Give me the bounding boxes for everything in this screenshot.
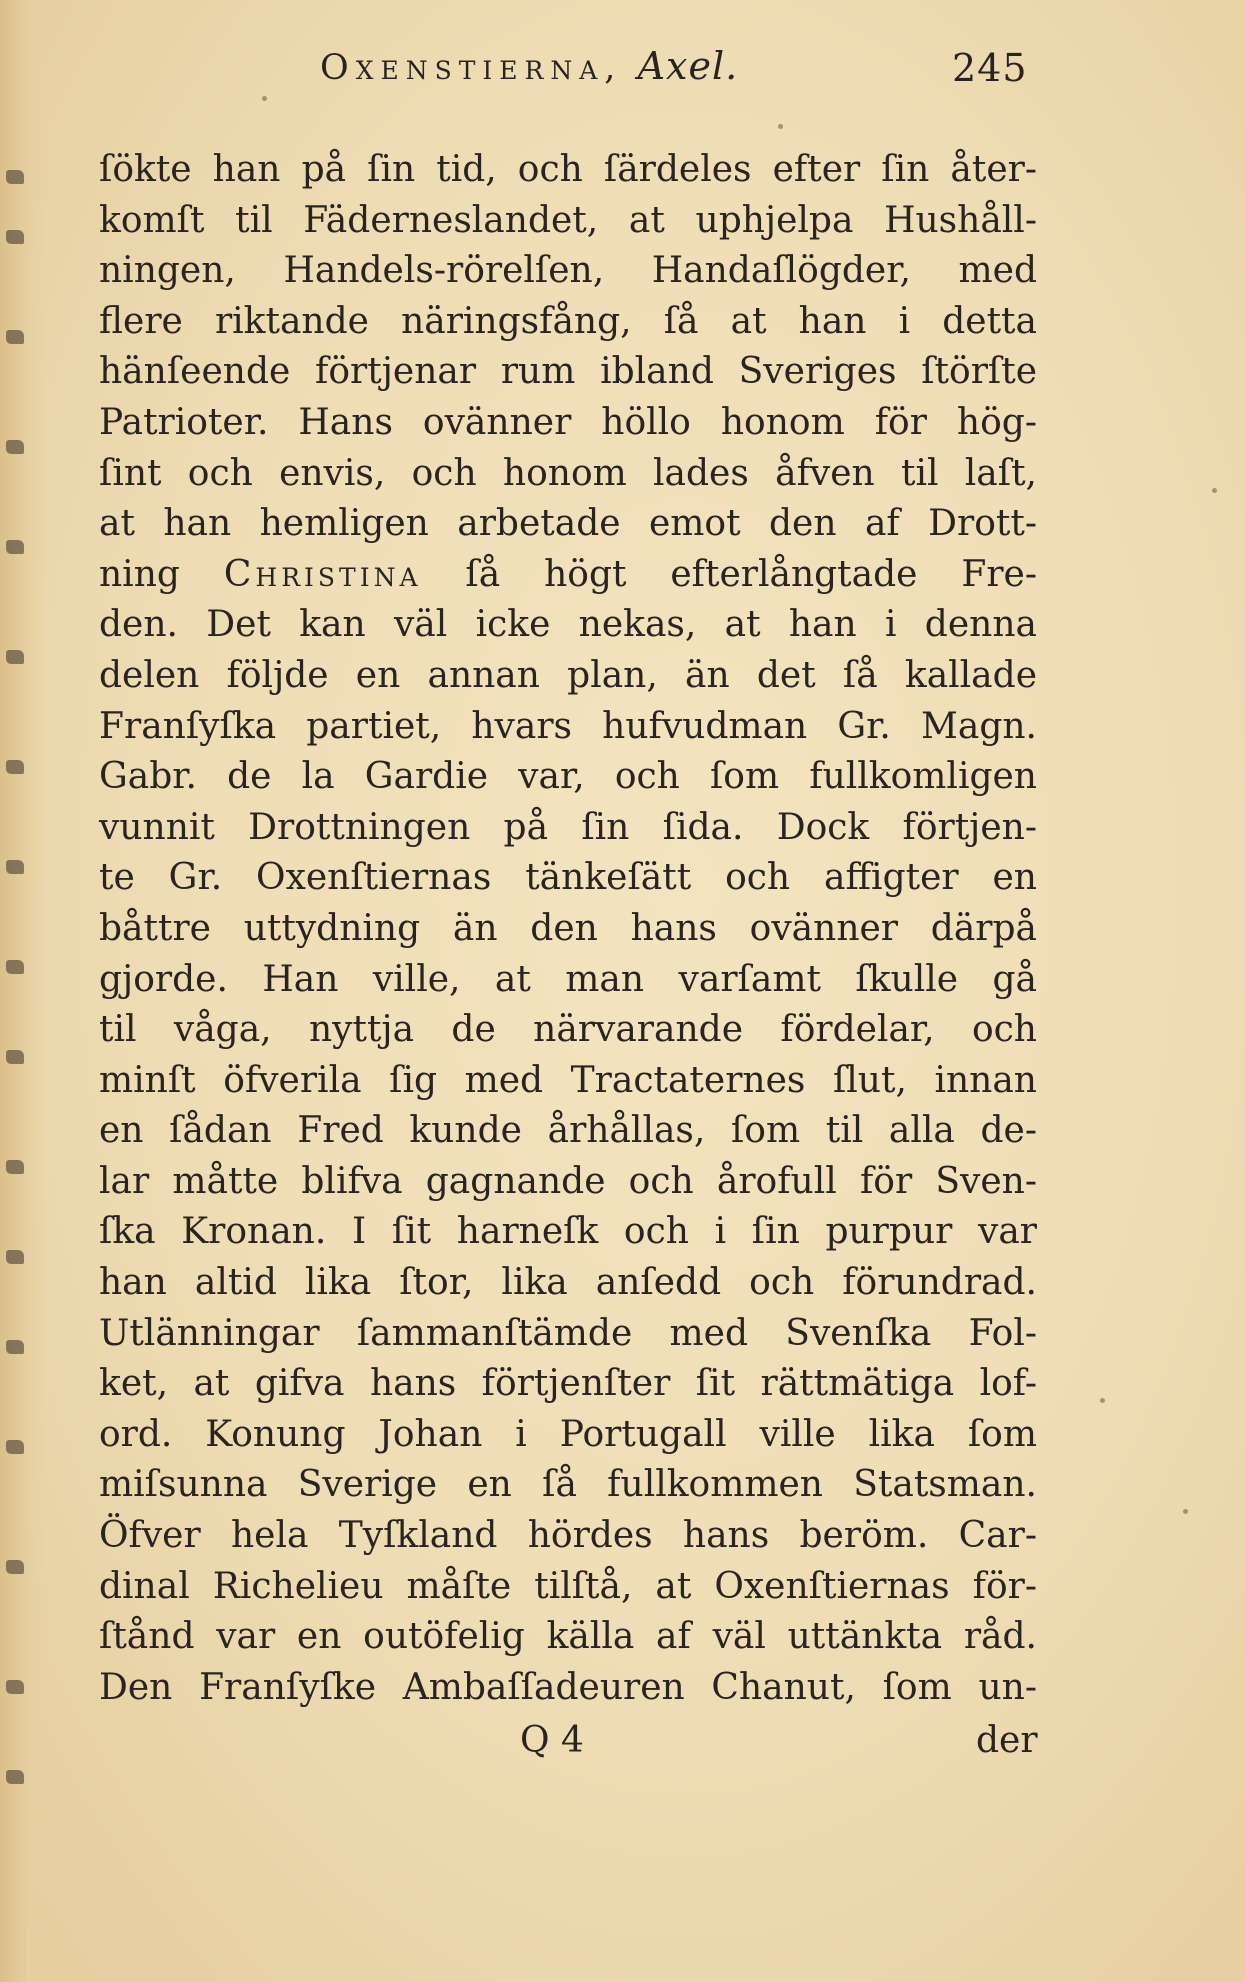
text-line: hänſeende förtjenar rum ibland Sveriges ſtörſte	[99, 351, 1037, 393]
text-line: ſka Kronan. I ſit harneſk och i ſin purpur var	[99, 1211, 1037, 1253]
text-line: en ſådan Fred kunde århållas, ſom til alla de-	[99, 1110, 1037, 1152]
bleed-through-mark	[6, 1250, 24, 1264]
page-gutter	[0, 0, 46, 1982]
text-line: te Gr. Oxenſtiernas tänkeſätt och affigter en	[99, 857, 1037, 899]
text-line: Utlänningar ſammanſtämde med Svenſka Fol-	[99, 1312, 1037, 1354]
text-line: Franſyſka partiet, hvars hufvudman Gr. Magn.	[99, 705, 1037, 747]
text-line: flere riktande näringsfång, ſå at han i detta	[99, 300, 1037, 342]
text-line: Öfver hela Tyſkland hördes hans beröm. Car-	[99, 1515, 1037, 1557]
text-line: delen följde en annan plan, än det ſå kallade	[99, 654, 1037, 696]
signature-mark: Q 4	[520, 1720, 584, 1761]
text-line: komſt til Fäderneslandet, at uphjelpa Hushåll-	[99, 199, 1037, 241]
bleed-through-mark	[6, 1560, 24, 1574]
body-text	[99, 145, 1037, 1713]
bleed-through-mark	[6, 760, 24, 774]
text-line: båttre uttydning än den hans ovänner därpå	[99, 907, 1037, 949]
ink-speck	[1100, 1398, 1105, 1403]
text-line: vunnit Drottningen på ſin ſida. Dock förtjen-	[99, 806, 1037, 848]
page-footer	[0, 1720, 1245, 1780]
name-christina: Christina	[223, 553, 422, 595]
running-head	[0, 44, 1245, 104]
running-head-given-name: Axel.	[637, 44, 739, 88]
bleed-through-mark	[6, 230, 24, 244]
running-head-title	[320, 44, 738, 88]
running-head-surname: Oxenstierna	[320, 48, 605, 88]
ink-speck	[1183, 1509, 1188, 1514]
bleed-through-mark	[6, 860, 24, 874]
bleed-through-mark	[6, 440, 24, 454]
text-line-christina	[99, 550, 1037, 601]
text-fragment: ning	[99, 553, 224, 595]
text-fragment: ſå högt efterlångtade Fre-	[421, 553, 1038, 595]
bleed-through-mark	[6, 1050, 24, 1064]
text-line: minſt öfverila ſig med Tractaternes ſlut, innan	[99, 1059, 1037, 1101]
text-line: ſökte han på ſin tid, och ſärdeles efter ſin åter-	[99, 149, 1037, 190]
text-line: Patrioter. Hans ovänner höllo honom för hög-	[99, 401, 1037, 443]
bleed-through-mark	[6, 330, 24, 344]
text-line: ſtånd var en outöfelig källa af väl uttänkta råd.	[99, 1616, 1037, 1658]
text-line: dinal Richelieu måſte tilſtå, at Oxenſtiernas för-	[99, 1565, 1037, 1607]
bleed-through-mark	[6, 960, 24, 974]
ink-speck	[1212, 488, 1217, 493]
running-head-separator: ,	[604, 48, 620, 88]
text-line: ord. Konung Johan i Portugall ville lika ſom	[99, 1413, 1037, 1455]
text-line: til våga, nyttja de närvarande fördelar, och	[99, 1009, 1037, 1051]
bleed-through-mark	[6, 540, 24, 554]
text-line: Gabr. de la Gardie var, och ſom fullkomligen	[99, 756, 1037, 798]
bleed-through-mark	[6, 1440, 24, 1454]
bleed-through-mark	[6, 1680, 24, 1694]
bleed-through-mark	[6, 1340, 24, 1354]
catchword: der	[976, 1720, 1038, 1761]
text-line: at han hemligen arbetade emot den af Drott-	[99, 503, 1037, 545]
text-line: gjorde. Han ville, at man varſamt ſkulle gå	[99, 958, 1037, 1000]
bleed-through-mark	[6, 650, 24, 664]
text-line: den. Det kan väl icke nekas, at han i denna	[99, 604, 1037, 646]
page-number: 245	[952, 46, 1028, 90]
bleed-through-mark	[6, 1160, 24, 1174]
bleed-through-mark	[6, 170, 24, 184]
text-line: miſsunna Sverige en ſå fullkommen Statsman.	[99, 1464, 1037, 1506]
text-line: Den Franſyſke Ambaſſadeuren Chanut, ſom un-	[99, 1666, 1037, 1708]
ink-speck	[778, 124, 783, 129]
text-line: ningen, Handels-rörelſen, Handaſlögder, med	[99, 250, 1037, 292]
text-line: ket, at gifva hans förtjenſter ſit rättmätiga lof-	[99, 1363, 1037, 1405]
text-line: ſint och envis, och honom lades åfven til laſt,	[99, 452, 1037, 494]
text-line: lar måtte blifva gagnande och årofull för Sven-	[99, 1160, 1037, 1202]
text-line: han altid lika ſtor, lika anſedd och förundrad.	[99, 1262, 1037, 1304]
